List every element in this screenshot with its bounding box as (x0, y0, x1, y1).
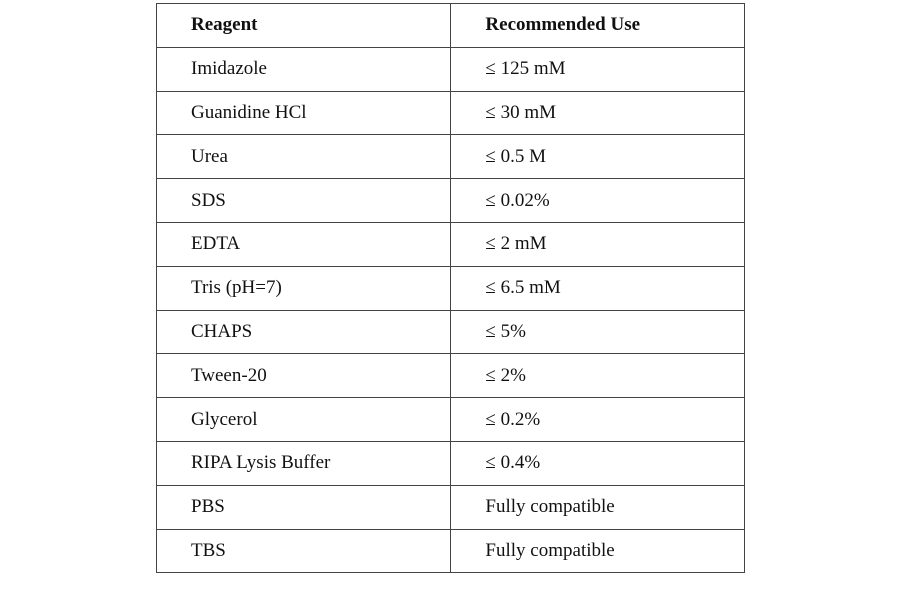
recommended-use-cell: ≤ 2% (451, 354, 745, 398)
reagent-cell: EDTA (157, 222, 451, 266)
recommended-use-cell: ≤ 0.02% (451, 179, 745, 223)
reagent-cell: SDS (157, 179, 451, 223)
recommended-use-cell: ≤ 0.5 M (451, 135, 745, 179)
table-row (157, 135, 745, 179)
reagent-compatibility-table (156, 3, 745, 573)
table-row (157, 47, 745, 91)
recommended-use-cell: ≤ 125 mM (451, 47, 745, 91)
header-recommended-use: Recommended Use (451, 4, 745, 48)
table-row (157, 485, 745, 529)
table-row (157, 91, 745, 135)
reagent-cell: Guanidine HCl (157, 91, 451, 135)
table-row (157, 222, 745, 266)
reagent-cell: Urea (157, 135, 451, 179)
table-row (157, 266, 745, 310)
recommended-use-cell: Fully compatible (451, 529, 745, 573)
table-row (157, 310, 745, 354)
recommended-use-cell: ≤ 0.4% (451, 441, 745, 485)
table-row (157, 441, 745, 485)
table-row (157, 529, 745, 573)
recommended-use-cell: ≤ 30 mM (451, 91, 745, 135)
recommended-use-cell: ≤ 6.5 mM (451, 266, 745, 310)
reagent-cell: TBS (157, 529, 451, 573)
reagent-cell: RIPA Lysis Buffer (157, 441, 451, 485)
reagent-cell: CHAPS (157, 310, 451, 354)
recommended-use-cell: ≤ 0.2% (451, 398, 745, 442)
reagent-cell: Tween-20 (157, 354, 451, 398)
header-reagent: Reagent (157, 4, 451, 48)
reagent-cell: PBS (157, 485, 451, 529)
recommended-use-cell: ≤ 2 mM (451, 222, 745, 266)
reagent-cell: Imidazole (157, 47, 451, 91)
recommended-use-cell: ≤ 5% (451, 310, 745, 354)
reagent-cell: Tris (pH=7) (157, 266, 451, 310)
table-row (157, 179, 745, 223)
reagent-cell: Glycerol (157, 398, 451, 442)
table-row (157, 398, 745, 442)
table-header-row (157, 4, 745, 48)
recommended-use-cell: Fully compatible (451, 485, 745, 529)
table-row (157, 354, 745, 398)
